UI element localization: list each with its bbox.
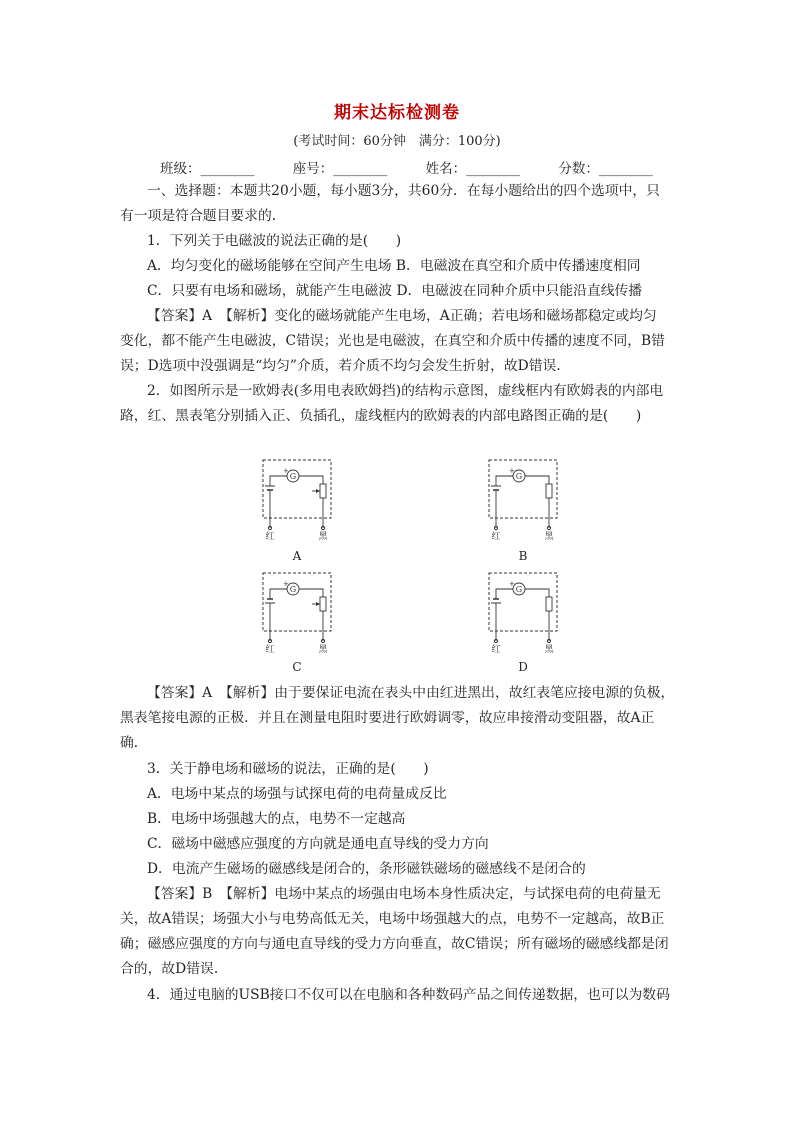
q4-stem: 4．通过电脑的USB接口不仅可以在电脑和各种数码产品之间传递数据，也可以为数码: [147, 987, 670, 1003]
svg-text:+: +: [283, 580, 289, 588]
svg-text:红: 红: [491, 532, 501, 541]
name-field[interactable]: 姓名：________: [425, 161, 521, 177]
q2-answer-cont: 黑表笔接电源的正极．并且在测量电阻时要进行欧姆调零，故应串接滑动变阻器，故A正: [120, 710, 655, 726]
svg-text:+: +: [509, 467, 515, 475]
exam-subtitle: (考试时间：60分钟 满分：100分): [293, 134, 501, 149]
svg-text:+: +: [509, 580, 515, 588]
svg-text:G: G: [515, 472, 523, 481]
circuit-diagram-a: [258, 456, 338, 541]
q3-answer-cont: 确；磁感应强度的方向与通电直导线的受力方向垂直，故C错误；所有磁场的磁感线都是闭: [120, 936, 669, 952]
q1-options-cd: C．只要有电场和磁场，就能产生电磁波 D．电磁波在同种介质中只能沿直线传播: [147, 283, 643, 299]
circuit-diagram-b: [484, 456, 564, 541]
q3-answer-cont: 合的，故D错误．: [120, 961, 228, 977]
section-heading-cont: 有一项是符合题目要求的．: [120, 208, 286, 224]
q3-answer-cont: 关，故A错误；场强大小与电势高低无关，电场中场强越大的点，电势不一定越高，故B正: [120, 911, 665, 927]
svg-text:红: 红: [265, 645, 275, 654]
svg-text:黑: 黑: [318, 645, 328, 654]
svg-text:红: 红: [491, 645, 501, 654]
svg-text:红: 红: [265, 532, 275, 541]
diagram-label-a: A: [292, 549, 302, 563]
svg-text:G: G: [289, 585, 297, 594]
diagram-label-d: D: [518, 660, 528, 674]
q3-option-a: A．电场中某点的场强与试探电荷的电荷量成反比: [147, 786, 447, 802]
diagram-label-b: B: [518, 549, 528, 563]
q1-answer-cont: 变化，都不能产生电磁波，C错误；光也是电磁波，在真空和介质中传播的速度不同，B错: [120, 333, 665, 349]
q3-stem: 3．关于静电场和磁场的说法，正确的是( ): [147, 761, 429, 777]
circuit-diagram-c: [258, 569, 338, 654]
student-info-row: [160, 157, 653, 177]
svg-text:G: G: [515, 585, 523, 594]
svg-text:黑: 黑: [318, 532, 328, 541]
diagram-label-c: C: [292, 660, 302, 674]
q3-option-c: C．磁场中磁感应强度的方向就是通电直导线的受力方向: [147, 836, 489, 852]
galvanometer-symbol: G: [289, 472, 297, 481]
q3-option-b: B．电场中场强越大的点，电势不一定越高: [147, 811, 406, 827]
q2-answer-cont: 确．: [120, 735, 148, 751]
circuit-diagram-d: [484, 569, 564, 654]
section-heading: 一、选择题：本题共20小题，每小题3分，共60分．在每小题给出的四个选项中，只: [147, 183, 660, 199]
page-title: 期末达标检测卷: [334, 103, 460, 123]
q1-stem: 1．下列关于电磁波的说法正确的是( ): [147, 233, 402, 249]
q2-stem: 2．如图所示是一欧姆表(多用电表欧姆挡)的结构示意图，虚线框内有欧姆表的内部电: [147, 383, 664, 399]
seat-field[interactable]: 座号：________: [292, 161, 388, 177]
class-field[interactable]: 班级：________: [160, 161, 255, 177]
svg-text:黑: 黑: [544, 645, 554, 654]
q1-answer: 【答案】A 【解析】变化的磁场就能产生电场，A正确；若电场和磁场都稳定或均匀: [147, 308, 657, 324]
q3-answer: 【答案】B 【解析】电场中某点的场强由电场本身性质决定，与试探电荷的电荷量无: [147, 886, 661, 902]
q2-answer: 【答案】A 【解析】由于要保证电流在表头中由红进黑出，故红表笔应接电源的负极，: [147, 685, 675, 701]
q1-options-ab: A．均匀变化的磁场能够在空间产生电场 B．电磁波在真空和介质中传播速度相同: [147, 258, 641, 274]
q1-answer-cont: 误；D选项中没强调是“均匀”介质，若介质不均匀会发生折射，故D错误．: [120, 358, 571, 374]
q2-stem-cont: 路，红、黑表笔分别插入正、负插孔，虚线框内的欧姆表的内部电路图正确的是( ): [120, 408, 642, 424]
svg-text:黑: 黑: [544, 532, 554, 541]
q3-option-d: D．电流产生磁场的磁感线是闭合的，条形磁铁磁场的磁感线不是闭合的: [147, 861, 586, 877]
score-field[interactable]: 分数：________: [558, 161, 653, 177]
svg-text:+: +: [283, 467, 289, 475]
